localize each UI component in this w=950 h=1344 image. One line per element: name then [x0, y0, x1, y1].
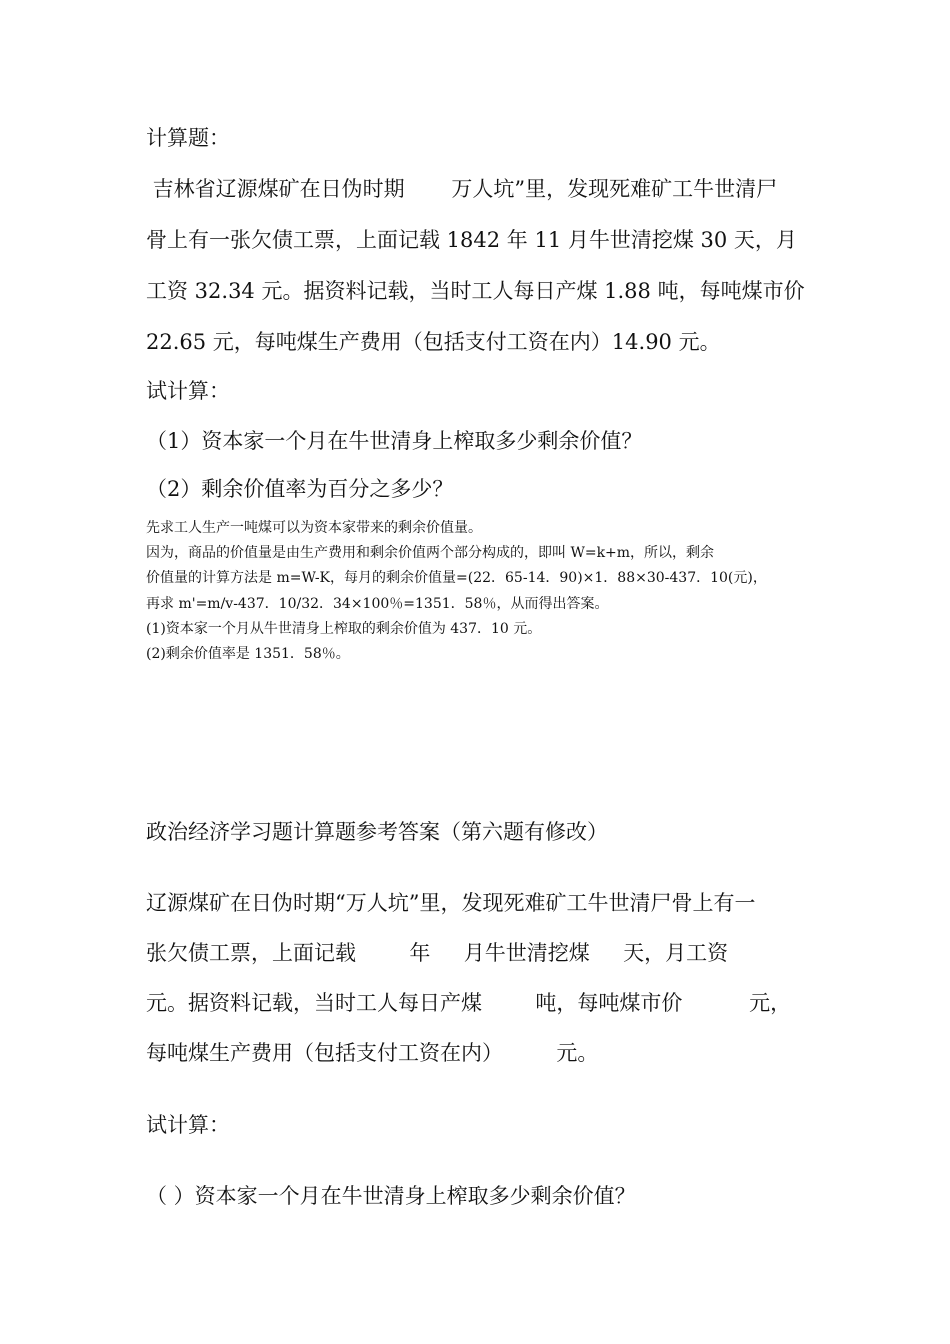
problem-line: 骨上有一张欠债工票，上面记载 1842 年 11 月牛世清挖煤 30 天，月 — [146, 228, 797, 252]
section2-title: 政治经济学习题计算题参考答案（第六题有修改） — [146, 820, 608, 844]
problem-line: 工资 32.34 元。据资料记载，当时工人每日产煤 1.88 吨，每吨煤市价 — [146, 279, 805, 303]
answer-line: 先求工人生产一吨煤可以为资本家带来的剩余价值量。 — [146, 520, 482, 536]
question: （ ）资本家一个月在牛世清身上榨取多少剩余价值？ — [146, 1184, 636, 1208]
problem-line: 辽源煤矿在日伪时期“万人坑”里，发现死难矿工牛世清尸骨上有一 — [146, 891, 756, 915]
instruction: 试计算： — [146, 1113, 230, 1137]
problem-line: 22.65 元，每吨煤生产费用（包括支付工资在内）14.90 元。 — [146, 330, 721, 354]
answer-line: 再求 m'=m/v-437．10/32．34×100％=1351．58％，从而得出答案。 — [146, 596, 609, 612]
problem-line: 元。据资料记载，当时工人每日产煤 吨，每吨煤市价 元， — [146, 991, 792, 1015]
answer-line: 因为，商品的价值量是由生产费用和剩余价值两个部分构成的，即叫 W=k+m，所以，剩余 — [146, 545, 715, 561]
problem-line: 每吨煤生产费用（包括支付工资在内） 元。 — [146, 1041, 599, 1065]
problem-line: 张欠债工票，上面记载 年 月牛世清挖煤 天，月工资 — [146, 941, 729, 965]
question-2: （2）剩余价值率为百分之多少？ — [146, 477, 454, 501]
answer-line: (2)剩余价值率是 1351．58％。 — [146, 646, 350, 662]
answer-line: (1)资本家一个月从牛世清身上榨取的剩余价值为 437．10 元。 — [146, 621, 542, 637]
question-1: （1）资本家一个月在牛世清身上榨取多少剩余价值？ — [146, 429, 643, 453]
instruction: 试计算： — [146, 379, 230, 403]
answer-line: 价值量的计算方法是 m=W-K，每月的剩余价值量=(22．65-14．90)×1．88×30-437．10(元)， — [146, 570, 767, 586]
problem-line: 吉林省辽源煤矿在日伪时期 万人坑”里，发现死难矿工牛世清尸 — [146, 177, 778, 201]
section1-heading: 计算题： — [146, 126, 230, 150]
